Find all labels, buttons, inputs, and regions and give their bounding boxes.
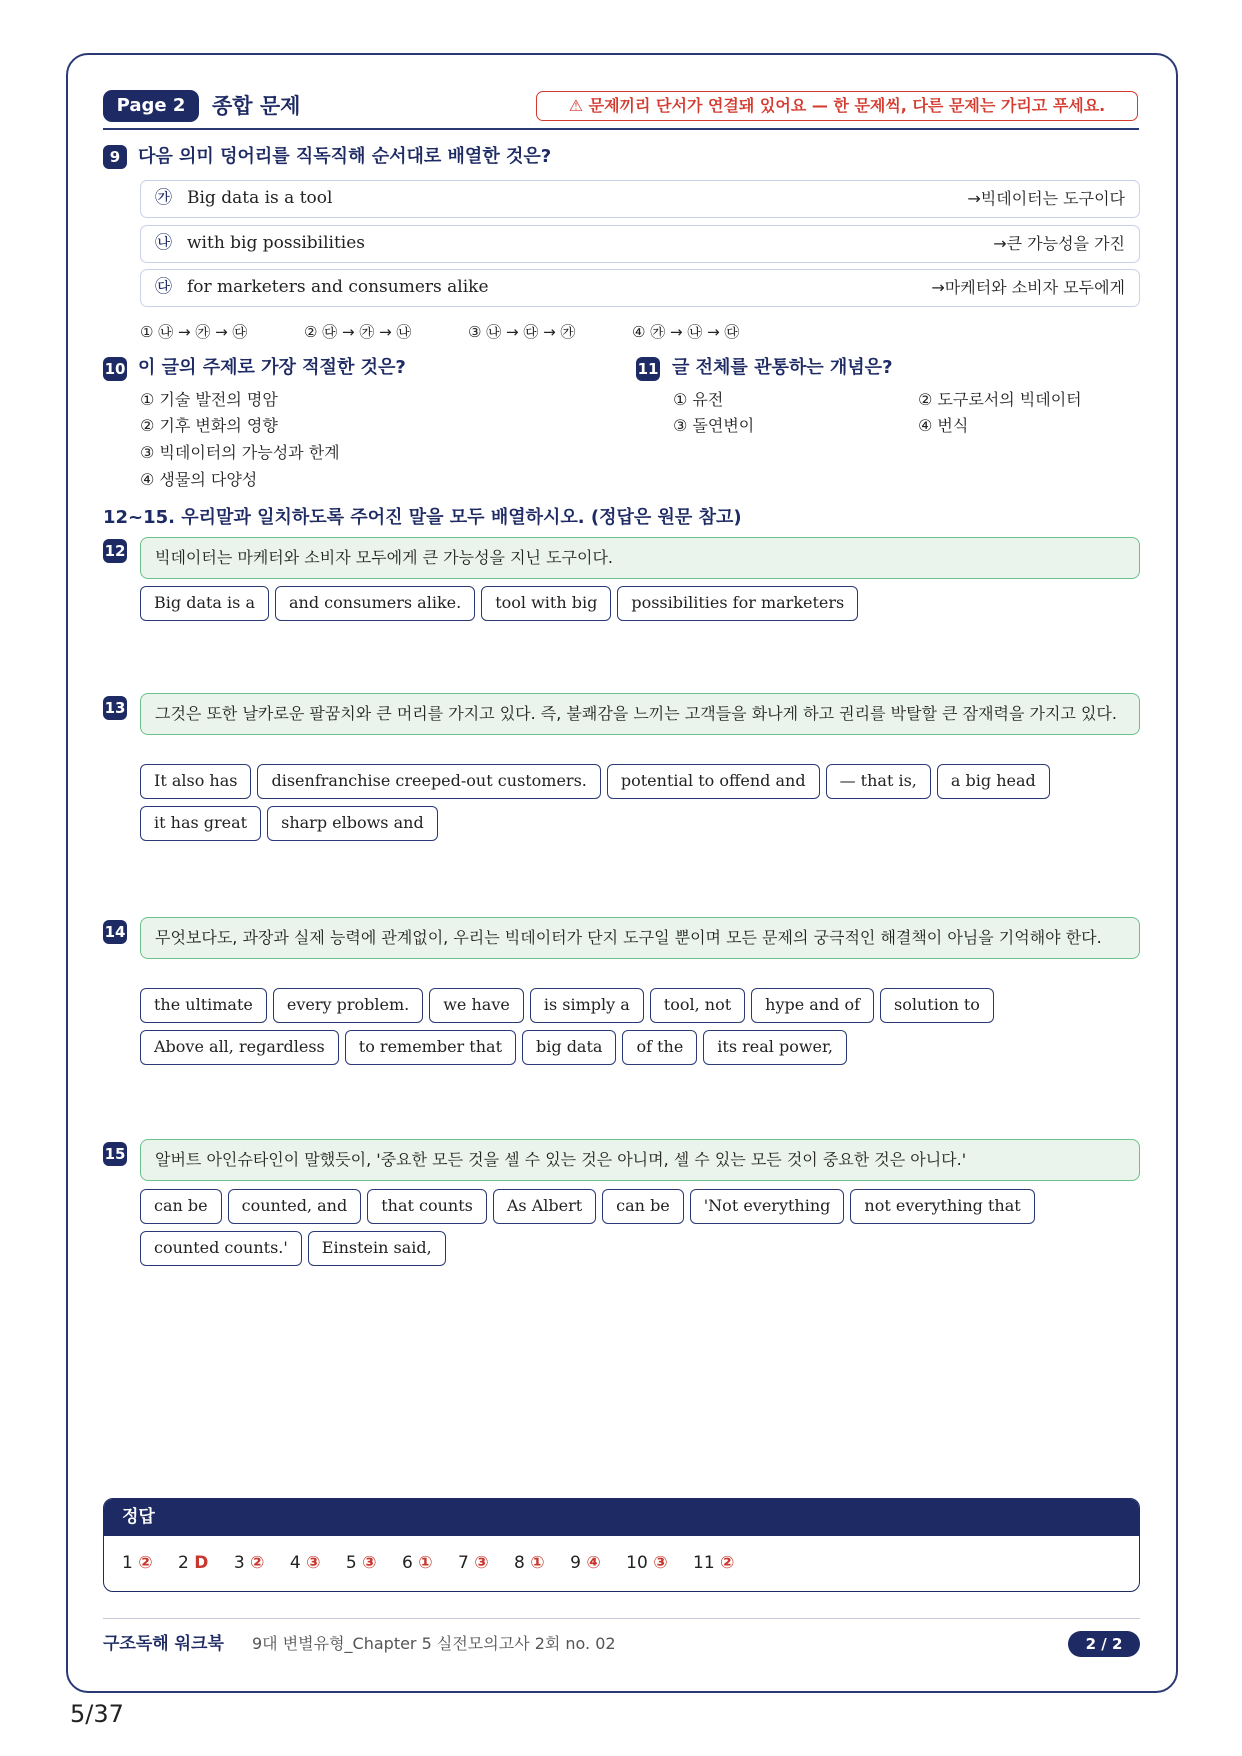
answer-item — [122, 1553, 153, 1573]
chunk-mark: ㉯ — [155, 233, 172, 253]
answer-value: ① — [530, 1553, 545, 1573]
q10-option-1[interactable]: ① 기술 발전의 명암 — [140, 390, 278, 409]
chunk-row — [140, 225, 1140, 263]
word-chip[interactable]: counted, and — [228, 1189, 362, 1224]
word-chip[interactable]: 'Not everything — [690, 1189, 845, 1224]
word-chip[interactable]: Above all, regardless — [140, 1030, 339, 1065]
q10-option-4[interactable]: ④ 생물의 다양성 — [140, 470, 258, 489]
question-number-15: 15 — [103, 1142, 127, 1166]
word-chip[interactable]: tool with big — [481, 586, 611, 621]
korean-prompt-box: 알버트 아인슈타인이 말했듯이, '중요한 모든 것을 셀 수 있는 것은 아니며, 셀 수 있는 모든 것이 중요한 것은 아니다.' — [140, 1139, 1140, 1181]
word-chip[interactable]: solution to — [880, 988, 994, 1023]
word-chip[interactable]: is simply a — [530, 988, 644, 1023]
word-chip[interactable]: disenfranchise creeped-out customers. — [257, 764, 600, 799]
header-divider — [103, 128, 1139, 130]
word-chip[interactable]: possibilities for marketers — [617, 586, 858, 621]
answer-item — [234, 1553, 265, 1573]
answer-number: 1 — [122, 1553, 133, 1573]
word-chip[interactable]: It also has — [140, 764, 251, 799]
warning-banner: ⚠ 문제끼리 단서가 연결돼 있어요 — 한 문제씩, 다른 문제는 가리고 푸세요. — [536, 91, 1138, 121]
chunk-row — [140, 180, 1140, 218]
word-bank-12 — [140, 586, 1140, 628]
word-chip[interactable]: big data — [522, 1030, 616, 1065]
answer-item — [178, 1553, 208, 1573]
chunk-korean: →마케터와 소비자 모두에게 — [931, 278, 1125, 297]
chunk-mark: ㉮ — [155, 188, 172, 208]
word-chip[interactable]: As Albert — [493, 1189, 596, 1224]
word-chip[interactable]: tool, not — [650, 988, 745, 1023]
word-chip[interactable]: Einstein said, — [308, 1231, 446, 1266]
page-label: Page 2 — [103, 90, 199, 122]
section-title: 종합 문제 — [212, 94, 301, 118]
q11-option-2[interactable]: ② 도구로서의 빅데이터 — [918, 390, 1082, 409]
chunk-korean: →큰 가능성을 가진 — [993, 234, 1125, 253]
word-chip[interactable]: to remember that — [345, 1030, 516, 1065]
chunk-english: for marketers and consumers alike — [187, 277, 489, 297]
word-chip[interactable]: can be — [602, 1189, 684, 1224]
answer-value: ② — [720, 1553, 735, 1573]
word-chip[interactable]: Big data is a — [140, 586, 269, 621]
answer-key — [103, 1498, 1140, 1592]
answer-number: 7 — [458, 1553, 469, 1573]
word-chip[interactable]: counted counts.' — [140, 1231, 302, 1266]
answer-value: ④ — [586, 1553, 601, 1573]
chunk-row — [140, 269, 1140, 307]
word-chip[interactable]: the ultimate — [140, 988, 267, 1023]
word-chip[interactable]: its real power, — [703, 1030, 847, 1065]
korean-prompt-box: 무엇보다도, 과장과 실제 능력에 관계없이, 우리는 빅데이터가 단지 도구일 뿐이며 모든 문제의 궁극적인 해결책이 아님을 기억해야 한다. — [140, 917, 1140, 959]
word-chip[interactable]: not everything that — [850, 1189, 1034, 1224]
word-chip[interactable]: of the — [622, 1030, 697, 1065]
answer-item — [693, 1553, 734, 1573]
answer-number: 11 — [693, 1553, 715, 1573]
answer-number: 6 — [401, 1553, 413, 1573]
answer-key-title: 정답 — [104, 1499, 1139, 1536]
word-chip[interactable]: sharp elbows and — [267, 806, 438, 841]
answer-value: ③ — [474, 1553, 489, 1573]
question-number-10: 10 — [103, 357, 127, 381]
question-10-text: 이 글의 주제로 가장 적절한 것은? — [138, 357, 406, 378]
question-number-14: 14 — [103, 920, 127, 944]
answer-item — [402, 1553, 433, 1573]
answer-number: 10 — [626, 1553, 648, 1573]
arrange-instruction: 12~15. 우리말과 일치하도록 주어진 말을 모두 배열하시오. (정답은 원문 참고) — [103, 507, 742, 528]
q10-option-2[interactable]: ② 기후 변화의 영향 — [140, 416, 278, 435]
korean-prompt-box: 그것은 또한 날카로운 팔꿈치와 큰 머리를 가지고 있다. 즉, 불쾌감을 느끼는 고객들을 화나게 하고 권리를 박탈할 큰 잠재력을 가지고 있다. — [140, 693, 1140, 735]
question-number-13: 13 — [103, 696, 127, 720]
footer-divider — [103, 1618, 1140, 1619]
answer-value: ③ — [362, 1553, 377, 1573]
answer-item — [458, 1553, 489, 1573]
word-bank-14 — [140, 988, 1140, 1072]
answer-key-list — [104, 1536, 1139, 1590]
word-chip[interactable]: can be — [140, 1189, 222, 1224]
word-chip[interactable]: every problem. — [273, 988, 423, 1023]
word-chip[interactable]: it has great — [140, 806, 261, 841]
word-chip[interactable]: potential to offend and — [607, 764, 820, 799]
word-chip[interactable]: hype and of — [751, 988, 874, 1023]
word-chip[interactable]: we have — [429, 988, 524, 1023]
footer-subtitle: 9대 변별유형_Chapter 5 실전모의고사 2회 no. 02 — [252, 1634, 616, 1653]
answer-number: 8 — [514, 1553, 525, 1573]
chunk-korean: →빅데이터는 도구이다 — [967, 189, 1125, 208]
answer-number: 5 — [345, 1553, 357, 1573]
question-number-11: 11 — [636, 357, 660, 381]
q9-option-1[interactable]: ① ㉯ → ㉮ → ㉰ — [140, 323, 248, 341]
question-11-text: 글 전체를 관통하는 개념은? — [672, 357, 893, 378]
word-bank-13 — [140, 764, 1140, 848]
question-9-text: 다음 의미 덩어리를 직독직해 순서대로 배열한 것은? — [138, 146, 552, 167]
answer-value: ③ — [306, 1553, 321, 1573]
answer-item — [346, 1553, 377, 1573]
q11-option-4[interactable]: ④ 번식 — [918, 416, 969, 435]
answer-number: 9 — [570, 1553, 581, 1573]
q9-option-4[interactable]: ④ ㉮ → ㉯ → ㉰ — [632, 323, 740, 341]
answer-value: ② — [250, 1553, 265, 1573]
q10-option-3[interactable]: ③ 빅데이터의 가능성과 한계 — [140, 443, 340, 462]
answer-value: D — [194, 1553, 209, 1573]
question-number-12: 12 — [103, 539, 127, 563]
answer-number: 2 — [178, 1553, 189, 1573]
answer-value: ③ — [653, 1553, 668, 1573]
chunk-english: with big possibilities — [187, 233, 366, 253]
question-number-9: 9 — [103, 145, 127, 169]
q11-option-1[interactable]: ① 유전 — [673, 390, 724, 409]
word-chip[interactable]: that counts — [367, 1189, 487, 1224]
answer-value: ① — [418, 1553, 433, 1573]
footer-page-number: 2 / 2 — [1068, 1631, 1140, 1657]
answer-item — [570, 1553, 601, 1573]
q11-option-3[interactable]: ③ 돌연변이 — [673, 416, 755, 435]
q9-option-2[interactable]: ② ㉰ → ㉮ → ㉯ — [304, 323, 412, 341]
answer-item — [626, 1553, 667, 1573]
word-chip[interactable]: and consumers alike. — [275, 586, 475, 621]
answer-number: 4 — [289, 1553, 301, 1573]
answer-item — [514, 1553, 545, 1573]
word-chip[interactable]: — that is, — [826, 764, 931, 799]
word-chip[interactable]: a big head — [937, 764, 1050, 799]
answer-number: 3 — [233, 1553, 245, 1573]
answer-item — [290, 1553, 321, 1573]
word-bank-15 — [140, 1189, 1140, 1273]
korean-prompt-box: 빅데이터는 마케터와 소비자 모두에게 큰 가능성을 지닌 도구이다. — [140, 537, 1140, 579]
q9-option-3[interactable]: ③ ㉯ → ㉰ → ㉮ — [468, 323, 576, 341]
chunk-mark: ㉰ — [155, 277, 172, 297]
footer-brand: 구조독해 워크북 — [103, 1634, 224, 1654]
answer-value: ② — [138, 1553, 153, 1573]
viewer-page-indicator: 5/37 — [70, 1700, 124, 1728]
chunk-english: Big data is a tool — [187, 188, 333, 208]
